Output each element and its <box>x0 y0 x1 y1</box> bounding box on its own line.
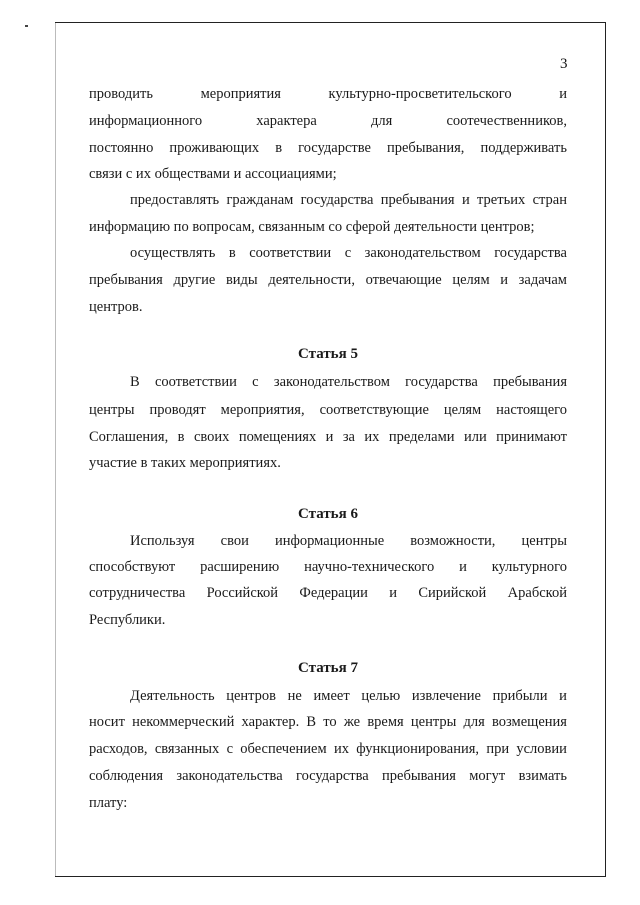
text-line: Республики. <box>89 612 166 628</box>
word: принимают <box>496 429 567 445</box>
text-line: плату: <box>89 795 128 811</box>
word: и <box>389 585 398 601</box>
word: при <box>486 741 510 757</box>
word: информационные <box>274 533 385 549</box>
word: возможности, <box>410 533 496 549</box>
text-line <box>89 244 567 262</box>
text-line <box>89 713 567 731</box>
word: поддерживать <box>480 140 567 156</box>
word: информационного <box>89 113 203 129</box>
text-line: связи с их обществами и ассоциациями; <box>89 166 337 182</box>
word: настоящего <box>496 402 567 418</box>
word: носит <box>89 714 125 730</box>
word: пребывания, <box>386 140 465 156</box>
word: отвечающие <box>365 272 442 288</box>
word: и <box>325 429 334 445</box>
word: соблюдения <box>89 768 164 784</box>
word: характера <box>256 113 317 129</box>
page-number: 3 <box>560 56 568 72</box>
word: соответствии <box>249 245 332 261</box>
text-line <box>89 532 567 550</box>
word: Сирийской <box>418 585 487 601</box>
word: соотечественников, <box>446 113 567 129</box>
text-line <box>89 401 567 419</box>
word: осуществлять <box>130 245 216 261</box>
word: и <box>559 688 567 704</box>
word: возмещения <box>492 714 567 730</box>
word: государстве <box>298 140 371 156</box>
word: деятельности, <box>268 272 355 288</box>
word: время <box>367 714 404 730</box>
word: государства <box>295 768 369 784</box>
word: Используя <box>130 533 195 549</box>
word: способствуют <box>89 559 176 575</box>
word: с <box>252 374 259 390</box>
text-line <box>89 584 567 602</box>
word: другие <box>173 272 216 288</box>
word: в <box>228 245 236 261</box>
word: проводят <box>149 402 206 418</box>
word: пребывания <box>382 768 456 784</box>
word: законодательства <box>176 768 283 784</box>
article-heading: Статья 7 <box>298 660 358 676</box>
word: или <box>463 429 487 445</box>
word: пребывания <box>380 192 455 208</box>
text-line <box>89 687 567 705</box>
word: задачам <box>518 272 567 288</box>
text-line <box>89 558 567 576</box>
word: своих <box>193 429 230 445</box>
word: не <box>287 688 302 704</box>
word: целью <box>361 688 401 704</box>
word: расходов, <box>89 741 148 757</box>
word: Деятельность <box>130 688 215 704</box>
word: государства <box>300 192 374 208</box>
text-line: информацию по вопросам, связанным со сферой деятельности центров; <box>89 219 535 235</box>
word: центры <box>89 402 135 418</box>
word: Федерации <box>299 585 368 601</box>
text-line <box>89 428 567 446</box>
word: их <box>364 429 380 445</box>
word: расширению <box>200 559 280 575</box>
word: виды <box>225 272 258 288</box>
word: законодательством <box>273 374 390 390</box>
word: с <box>344 245 352 261</box>
text-line <box>89 740 567 758</box>
word: В <box>306 714 317 730</box>
word: стран <box>532 192 567 208</box>
word: извлечение <box>411 688 481 704</box>
word: и <box>461 192 470 208</box>
word: постоянно <box>89 140 154 156</box>
text-line <box>89 191 567 209</box>
word: в <box>177 429 185 445</box>
word: соответствующие <box>319 402 429 418</box>
word: же <box>343 714 361 730</box>
text-line <box>89 85 567 103</box>
article-heading: Статья 5 <box>298 346 358 362</box>
text-line: центров. <box>89 299 143 315</box>
word: за <box>342 429 355 445</box>
word: то <box>323 714 337 730</box>
word: имеет <box>313 688 350 704</box>
word: Российской <box>206 585 279 601</box>
word: культурного <box>491 559 567 575</box>
word: целям <box>443 402 482 418</box>
text-line: участие в таких мероприятиях. <box>89 455 281 471</box>
word: могут <box>469 768 506 784</box>
word: гражданам <box>226 192 294 208</box>
word: научно-технического <box>304 559 435 575</box>
word: некоммерческий <box>132 714 235 730</box>
word: и <box>500 272 509 288</box>
word: третьих <box>477 192 526 208</box>
word: связанных <box>154 741 220 757</box>
text-line <box>89 112 567 130</box>
word: центров <box>226 688 277 704</box>
word: пребывания <box>89 272 163 288</box>
word: условии <box>516 741 567 757</box>
word: центры <box>521 533 567 549</box>
word: функционирования, <box>356 741 480 757</box>
word: с <box>226 741 233 757</box>
word: В <box>130 374 140 390</box>
text-line <box>89 767 567 785</box>
word: Соглашения, <box>89 429 169 445</box>
word: сотрудничества <box>89 585 186 601</box>
word: предоставлять <box>130 192 220 208</box>
text-line <box>89 271 567 289</box>
word: государства <box>405 374 478 390</box>
word: для <box>463 714 485 730</box>
word: культурно-просветительского <box>328 86 512 102</box>
word: проживающих <box>169 140 260 156</box>
article-heading: Статья 6 <box>298 506 358 522</box>
word: проводить <box>89 86 153 102</box>
word: обеспечением <box>240 741 327 757</box>
word: мероприятия <box>200 86 281 102</box>
text-line <box>89 139 567 157</box>
word: прибыли <box>492 688 548 704</box>
scan-mark <box>25 25 28 27</box>
word: законодательством <box>364 245 481 261</box>
word: мероприятия, <box>220 402 305 418</box>
word: пребывания <box>493 374 567 390</box>
word: взимать <box>518 768 567 784</box>
word: для <box>370 113 393 129</box>
word: и <box>459 559 467 575</box>
word: соответствии <box>154 374 237 390</box>
word: государства <box>494 245 567 261</box>
word: Арабской <box>507 585 567 601</box>
word: их <box>333 741 349 757</box>
text-line <box>89 373 567 391</box>
word: в <box>275 140 283 156</box>
word: характер. <box>241 714 300 730</box>
word: помещениях <box>238 429 317 445</box>
word: целям <box>452 272 490 288</box>
word: центры <box>410 714 457 730</box>
word: пределами <box>388 429 455 445</box>
word: свои <box>220 533 249 549</box>
word: и <box>559 86 567 102</box>
